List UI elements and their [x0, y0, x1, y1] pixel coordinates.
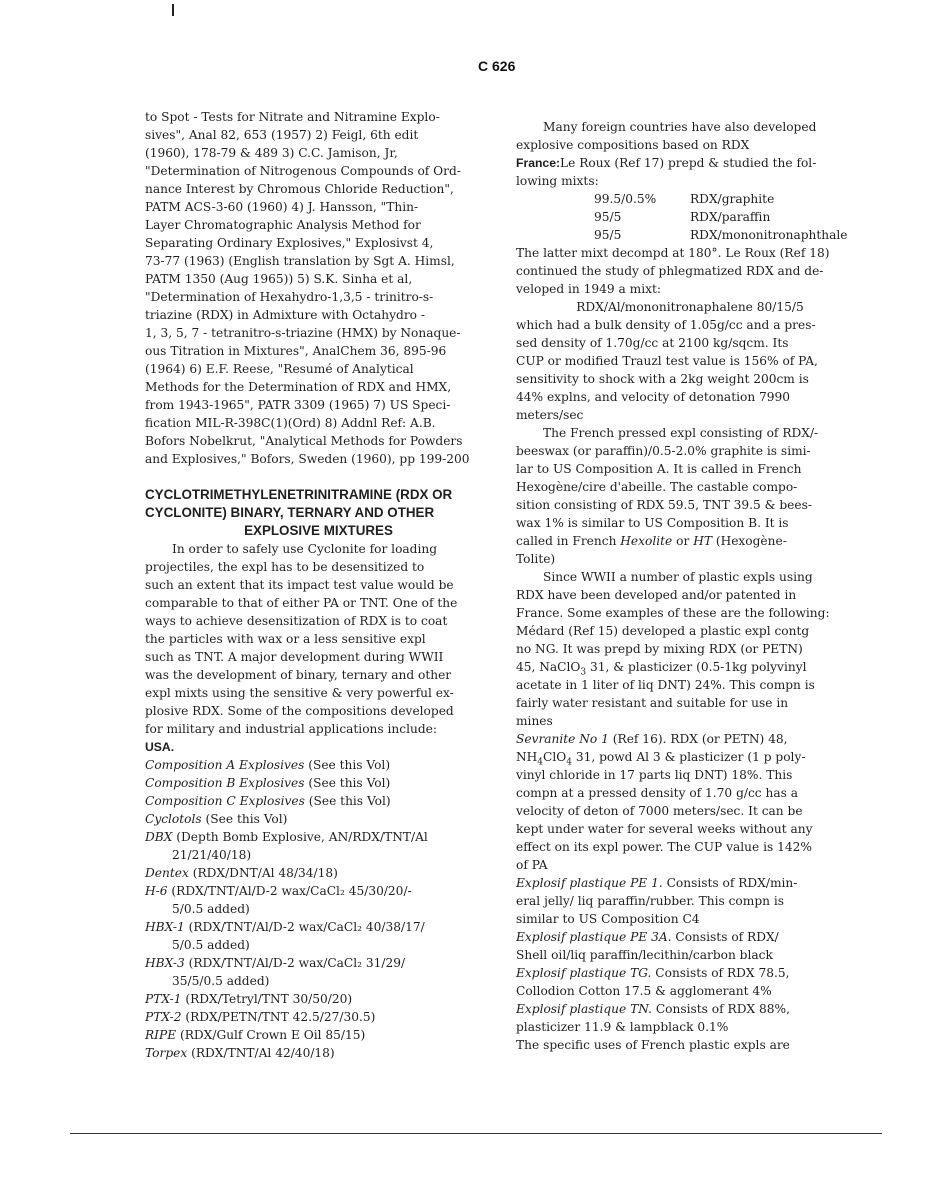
- composition-name: Composition B Explosives: [145, 776, 305, 790]
- section-heading: [145, 486, 500, 540]
- list-item: [145, 792, 500, 810]
- body-line: veloped in 1949 a mixt:: [516, 282, 662, 296]
- right-column: [516, 108, 864, 1054]
- body-line: [516, 1000, 864, 1018]
- body-line: 44% explns, and velocity of detonation 7990: [516, 390, 791, 404]
- heading-line: CYCLONITE) BINARY, TERNARY AND OTHER: [145, 505, 435, 520]
- ref-line: (1964) 6) E.F. Reese, "Resumé of Analytical: [145, 362, 414, 376]
- subscript: 4: [566, 757, 572, 768]
- left-column: [145, 108, 500, 1062]
- composition-detail: (RDX/TNT/Al/D-2 wax/CaCl₂ 45/30/20/-: [167, 884, 412, 898]
- body-line: kept under water for several weeks without any: [516, 822, 813, 836]
- composition-detail: 35/5/0.5 added): [172, 974, 270, 988]
- composition-detail: (RDX/TNT/Al/D-2 wax/CaCl₂ 40/38/17/: [184, 920, 425, 934]
- composition-name: Torpex: [145, 1046, 188, 1060]
- body-text: Le Roux (Ref 17) prepd & studied the fol-: [560, 156, 817, 170]
- composition-detail: 5/0.5 added): [172, 902, 250, 916]
- body-line: Tolite): [516, 552, 556, 566]
- mixture-formula: RDX/Al/mononitronaphalene 80/15/5: [576, 300, 804, 314]
- ref-line: nance Interest by Chromous Chloride Reduction",: [145, 182, 454, 196]
- mixture-composition: RDX/mononitronaphthale: [690, 228, 848, 242]
- body-line: Since WWII a number of plastic expls using: [543, 570, 813, 584]
- composition-name: PTX-2: [145, 1010, 182, 1024]
- body-line: lar to US Composition A. It is called in French: [516, 462, 802, 476]
- body-text: NH: [516, 750, 538, 764]
- body-line: CUP or modified Trauzl test value is 156% of PA,: [516, 354, 818, 368]
- heading-line: CYCLOTRIMETHYLENETRINITRAMINE (RDX OR: [145, 487, 453, 502]
- body-line: [516, 658, 864, 676]
- composition-detail: (RDX/TNT/Al 42/40/18): [187, 1046, 335, 1060]
- page-number: C 626: [478, 58, 516, 74]
- body-line: plasticizer 11.9 & lampblack 0.1%: [516, 1020, 729, 1034]
- body-line: effect on its expl power. The CUP value is 142%: [516, 840, 812, 854]
- body-line: beeswax (or paraffin)/0.5-2.0% graphite is simi-: [516, 444, 811, 458]
- composition-list: [145, 756, 500, 1062]
- body-line: [516, 730, 864, 748]
- body-line: sed density of 1.70g/cc at 2100 kg/sqcm. Its: [516, 336, 789, 350]
- composition-detail: (RDX/Tetryl/TNT 30/50/20): [181, 992, 353, 1006]
- body-text: 31, powd Al 3 & plasticizer (1 p poly-: [571, 750, 806, 764]
- sevranite-name: Sevranite No 1: [516, 732, 609, 746]
- body-line: plosive RDX. Some of the compositions developed: [145, 704, 454, 718]
- body-line: such an extent that its impact test value would be: [145, 578, 454, 592]
- mixture-composition: RDX/paraffin: [690, 210, 771, 224]
- body-line: explosive compositions based on RDX: [516, 138, 750, 152]
- ht-name: HT: [693, 534, 712, 548]
- footer-rule: [70, 1133, 882, 1134]
- composition-detail: (RDX/DNT/Al 48/34/18): [188, 866, 338, 880]
- ref-line: ous Titration in Mixtures", AnalChem 36, 895-96: [145, 344, 447, 358]
- ref-line: "Determination of Hexahydro-1,3,5 - trinitro-s-: [145, 290, 434, 304]
- body-line: Collodion Cotton 17.5 & agglomerant 4%: [516, 984, 772, 998]
- list-item: [145, 1044, 500, 1062]
- ref-line: 73-77 (1963) (English translation by Sgt A. Himsl,: [145, 254, 455, 268]
- list-item: [145, 756, 500, 774]
- body-line: [516, 928, 864, 946]
- composition-detail: (RDX/Gulf Crown E Oil 85/15): [176, 1028, 366, 1042]
- ref-line: Bofors Nobelkrut, "Analytical Methods for Powders: [145, 434, 463, 448]
- intro-paragraph: [145, 540, 500, 738]
- ref-line: sives", Anal 82, 653 (1957) 2) Feigl, 6th edit: [145, 128, 419, 142]
- body-line: the particles with wax or a less sensitive expl: [145, 632, 426, 646]
- body-line: sensitivity to shock with a 2kg weight 200cm is: [516, 372, 809, 386]
- body-line: ways to achieve desensitization of RDX is to coat: [145, 614, 448, 628]
- body-line: [516, 964, 864, 982]
- body-line: acetate in 1 liter of liq DNT) 24%. This compn is: [516, 678, 815, 692]
- body-text: 45, NaClO: [516, 660, 581, 674]
- references-block: [145, 108, 500, 468]
- body-text: called in French: [516, 534, 621, 548]
- body-line: Shell oil/liq paraffin/lecithin/carbon black: [516, 948, 773, 962]
- ref-line: (1960), 178-79 & 489 3) C.C. Jamison, Jr,: [145, 146, 398, 160]
- composition-detail: (See this Vol): [304, 794, 391, 808]
- body-line: In order to safely use Cyclonite for loading: [172, 542, 438, 556]
- body-line: mines: [516, 714, 553, 728]
- body-text: ClO: [543, 750, 567, 764]
- table-row: [516, 226, 864, 244]
- list-item: [145, 882, 500, 900]
- composition-name: PTX-1: [145, 992, 182, 1006]
- body-line: velocity of deton of 7000 meters/sec. It can be: [516, 804, 803, 818]
- body-line: The specific uses of French plastic expls are: [516, 1038, 790, 1052]
- body-line: France. Some examples of these are the following:: [516, 606, 830, 620]
- composition-detail: (RDX/TNT/Al/D-2 wax/CaCl₂ 31/29/: [184, 956, 406, 970]
- body-line: meters/sec: [516, 408, 584, 422]
- mixture-ratio: 95/5: [594, 210, 622, 224]
- tg-name: Explosif plastique TG.: [516, 966, 652, 980]
- body-text: or: [672, 534, 694, 548]
- mixture-composition: RDX/graphite: [690, 192, 775, 206]
- body-line: [516, 874, 864, 892]
- ref-line: to Spot - Tests for Nitrate and Nitramine Explo-: [145, 110, 440, 124]
- subscript: 3: [580, 667, 587, 678]
- list-item: [145, 936, 500, 954]
- body-text: 31, & plasticizer (0.5-1kg polyvinyl: [586, 660, 807, 674]
- composition-detail: (See this Vol): [201, 812, 288, 826]
- composition-name: Cyclotols: [145, 812, 202, 826]
- body-line: of PA: [516, 858, 548, 872]
- composition-name: RIPE: [145, 1028, 177, 1042]
- body-line: for military and industrial applications include:: [145, 722, 437, 736]
- list-item: [145, 954, 500, 972]
- composition-detail: (See this Vol): [304, 758, 391, 772]
- body-line: such as TNT. A major development during WWII: [145, 650, 444, 664]
- ref-line: and Explosives," Bofors, Sweden (1960), pp 199-200: [145, 452, 470, 466]
- body-line: The French pressed expl consisting of RDX/-: [543, 426, 819, 440]
- tn-name: Explosif plastique TN.: [516, 1002, 652, 1016]
- heading-line: EXPLOSIVE MIXTURES: [244, 523, 393, 538]
- body-line: eral jelly/ liq paraffin/rubber. This compn is: [516, 894, 784, 908]
- composition-name: Dentex: [145, 866, 189, 880]
- body-line: which had a bulk density of 1.05g/cc and a pres-: [516, 318, 816, 332]
- body-line: expl mixts using the sensitive & very powerful ex-: [145, 686, 454, 700]
- margin-mark: [172, 4, 174, 16]
- body-line: fairly water resistant and suitable for use in: [516, 696, 789, 710]
- usa-label: USA.: [145, 740, 175, 754]
- table-row: [516, 208, 864, 226]
- france-label: France:: [516, 156, 561, 170]
- pe1-name: Explosif plastique PE 1.: [516, 876, 663, 890]
- list-item: [145, 990, 500, 1008]
- list-item: [145, 846, 500, 864]
- ref-line: Separating Ordinary Explosives," Explosivst 4,: [145, 236, 434, 250]
- list-item: [145, 864, 500, 882]
- body-line: [516, 748, 864, 766]
- composition-detail: (RDX/PETN/TNT 42.5/27/30.5): [181, 1010, 376, 1024]
- france-paragraph: [516, 154, 864, 172]
- body-line: Médard (Ref 15) developed a plastic expl contg: [516, 624, 810, 638]
- list-item: [145, 828, 500, 846]
- composition-name: DBX: [145, 830, 173, 844]
- body-text: Consists of RDX 78.5,: [651, 966, 790, 980]
- body-line: vinyl chloride in 17 parts liq DNT) 18%. This: [516, 768, 793, 782]
- body-line: [516, 532, 864, 550]
- body-line: continued the study of phlegmatized RDX and de-: [516, 264, 824, 278]
- list-item: [145, 810, 500, 828]
- list-item: [145, 918, 500, 936]
- body-line: The latter mixt decompd at 180°. Le Roux (Ref 18): [516, 246, 830, 260]
- body-text: (Ref 16). RDX (or PETN) 48,: [608, 732, 788, 746]
- pe3a-name: Explosif plastique PE 3A.: [516, 930, 672, 944]
- body-line: no NG. It was prepd by mixing RDX (or PETN): [516, 642, 803, 656]
- body-line: Hexogène/cire d'abeille. The castable compo-: [516, 480, 798, 494]
- body-line: comparable to that of either PA or TNT. One of the: [145, 596, 458, 610]
- body-text: (Hexogène-: [711, 534, 787, 548]
- mixture-ratio: 99.5/0.5%: [594, 192, 657, 206]
- composition-name: H-6: [145, 884, 168, 898]
- body-line: was the development of binary, ternary and other: [145, 668, 452, 682]
- list-item: [145, 1008, 500, 1026]
- ref-line: triazine (RDX) in Admixture with Octahydro -: [145, 308, 425, 322]
- body-text: Consists of RDX 88%,: [651, 1002, 790, 1016]
- composition-detail: 5/0.5 added): [172, 938, 250, 952]
- list-item: [145, 1026, 500, 1044]
- list-item: [145, 900, 500, 918]
- body-line: projectiles, the expl has to be desensitized to: [145, 560, 425, 574]
- composition-name: HBX-3: [145, 956, 185, 970]
- mixture-ratio: 95/5: [594, 228, 622, 242]
- mixture-table: [516, 190, 864, 244]
- body-line: sition consisting of RDX 59.5, TNT 39.5 & bees-: [516, 498, 812, 512]
- body-text: Consists of RDX/min-: [662, 876, 798, 890]
- composition-name: Composition A Explosives: [145, 758, 305, 772]
- body-line: lowing mixts:: [516, 174, 599, 188]
- table-row: [516, 190, 864, 208]
- body-line: similar to US Composition C4: [516, 912, 700, 926]
- body-line: Many foreign countries have also developed: [543, 120, 817, 134]
- list-item: [145, 774, 500, 792]
- composition-name: Composition C Explosives: [145, 794, 305, 808]
- hexolite-name: Hexolite: [620, 534, 673, 548]
- ref-line: "Determination of Nitrogenous Compounds of Ord-: [145, 164, 461, 178]
- subscript: 4: [537, 757, 544, 768]
- ref-line: PATM 1350 (Aug 1965)) 5) S.K. Sinha et al,: [145, 272, 413, 286]
- composition-detail: 21/21/40/18): [172, 848, 252, 862]
- body-line: wax 1% is similar to US Composition B. It is: [516, 516, 789, 530]
- ref-line: Methods for the Determination of RDX and HMX,: [145, 380, 452, 394]
- body-line: RDX have been developed and/or patented in: [516, 588, 797, 602]
- composition-detail: (Depth Bomb Explosive, AN/RDX/TNT/Al: [172, 830, 428, 844]
- composition-name: HBX-1: [145, 920, 185, 934]
- ref-line: PATM ACS-3-60 (1960) 4) J. Hansson, "Thin-: [145, 200, 419, 214]
- body-text: Consists of RDX/: [671, 930, 779, 944]
- ref-line: 1, 3, 5, 7 - tetranitro-s-triazine (HMX) by Nonaque-: [145, 326, 461, 340]
- ref-line: from 1943-1965", PATR 3309 (1965) 7) US Speci-: [145, 398, 451, 412]
- ref-line: Layer Chromatographic Analysis Method for: [145, 218, 421, 232]
- ref-line: fication MIL-R-398C(1)(Ord) 8) Addnl Ref: A.B.: [145, 416, 436, 430]
- body-line: compn at a pressed density of 1.70 g/cc has a: [516, 786, 799, 800]
- list-item: [145, 972, 500, 990]
- composition-detail: (See this Vol): [304, 776, 391, 790]
